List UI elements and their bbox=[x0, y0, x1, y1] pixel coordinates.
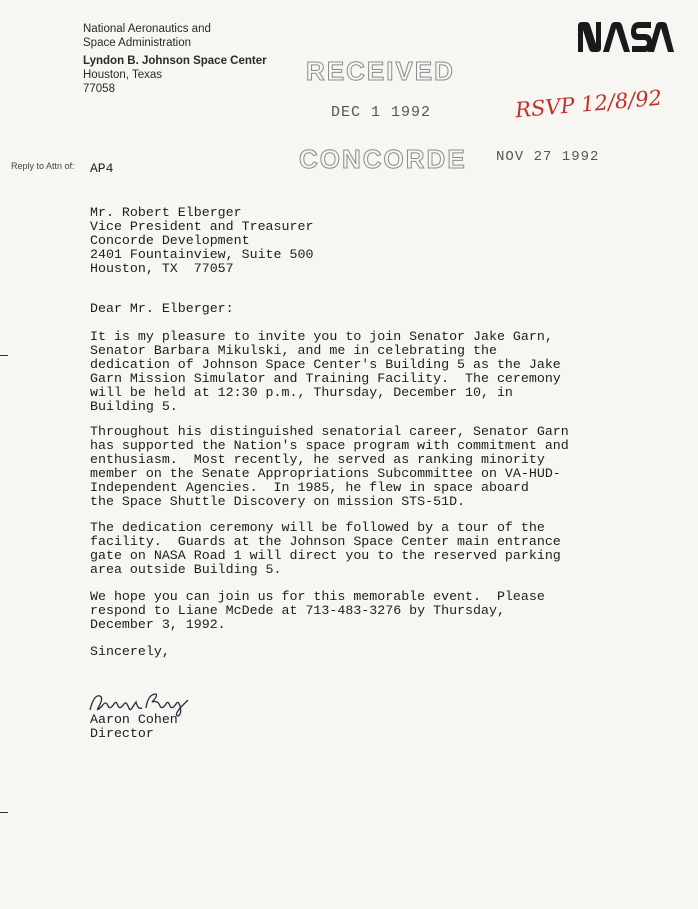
center-zip: 77058 bbox=[83, 83, 115, 95]
concorde-stamp: CONCORDE bbox=[299, 144, 467, 174]
signer-title: Director bbox=[90, 726, 154, 741]
received-stamp: RECEIVED bbox=[306, 56, 455, 86]
rsvp-handwritten-note: RSVP 12/8/92 bbox=[514, 85, 663, 123]
reply-to-label: Reply to Attn of: bbox=[11, 161, 75, 171]
letterhead bbox=[83, 22, 267, 96]
center-name: Lyndon B. Johnson Space Center bbox=[83, 55, 267, 67]
reply-code: AP4 bbox=[90, 161, 114, 176]
signer-name: Aaron Cohen bbox=[90, 712, 178, 727]
paragraph-invitation: It is my pleasure to invite you to join Senator Jake Garn, Senator Barbara Mikulski, and me in celebrating the dedication of Johnson Space Center's Building 5 as the Jake Garn Mission Simulator and Training Facility. The ceremony will be held at 12:30 p.m., Thursday, December 10, in Building 5. bbox=[90, 329, 561, 414]
agency-name-line2: Space Administration bbox=[83, 37, 192, 49]
nasa-logo-letter-a1 bbox=[603, 22, 630, 52]
recipient-address: Mr. Robert Elberger Vice President and Treasurer Concorde Development 2401 Fountainview, Suite 500 Houston, TX 77057 bbox=[90, 205, 314, 276]
margin-mark bbox=[0, 355, 8, 356]
nasa-logo-letter-n bbox=[578, 22, 601, 52]
paragraph-tour: The dedication ceremony will be followed by a tour of the facility. Guards at the Johnson Space Center main entrance gate on NASA Road 1 will direct you to the reserved parking area outside Building 5. bbox=[90, 520, 561, 577]
nasa-logo-letter-s bbox=[631, 22, 652, 52]
received-date-stamp: DEC 1 1992 bbox=[331, 104, 432, 121]
margin-mark bbox=[0, 812, 8, 813]
agency-name-line1: National Aeronautics and bbox=[83, 23, 211, 35]
nasa-logo bbox=[576, 20, 674, 54]
paragraph-senator-career: Throughout his distinguished senatorial career, Senator Garn has supported the Nation's space program with commitment and enthusiasm. Most recently, he served as ranking minority member on the Senate Appropriations Subcommittee on VA-HUD- Independent Agencies. In 1985, he flew in space aboard the Space Shuttle Discovery on mission STS-51D. bbox=[90, 424, 569, 509]
nasa-logo-letter-a2 bbox=[648, 22, 674, 52]
concorde-date-stamp: NOV 27 1992 bbox=[496, 149, 600, 165]
closing: Sincerely, bbox=[90, 644, 170, 659]
center-city: Houston, Texas bbox=[83, 69, 163, 81]
salutation: Dear Mr. Elberger: bbox=[90, 301, 234, 316]
paragraph-rsvp: We hope you can join us for this memorable event. Please respond to Liane McDede at 713-483-3276 by Thursday, December 3, 1992. bbox=[90, 589, 545, 632]
